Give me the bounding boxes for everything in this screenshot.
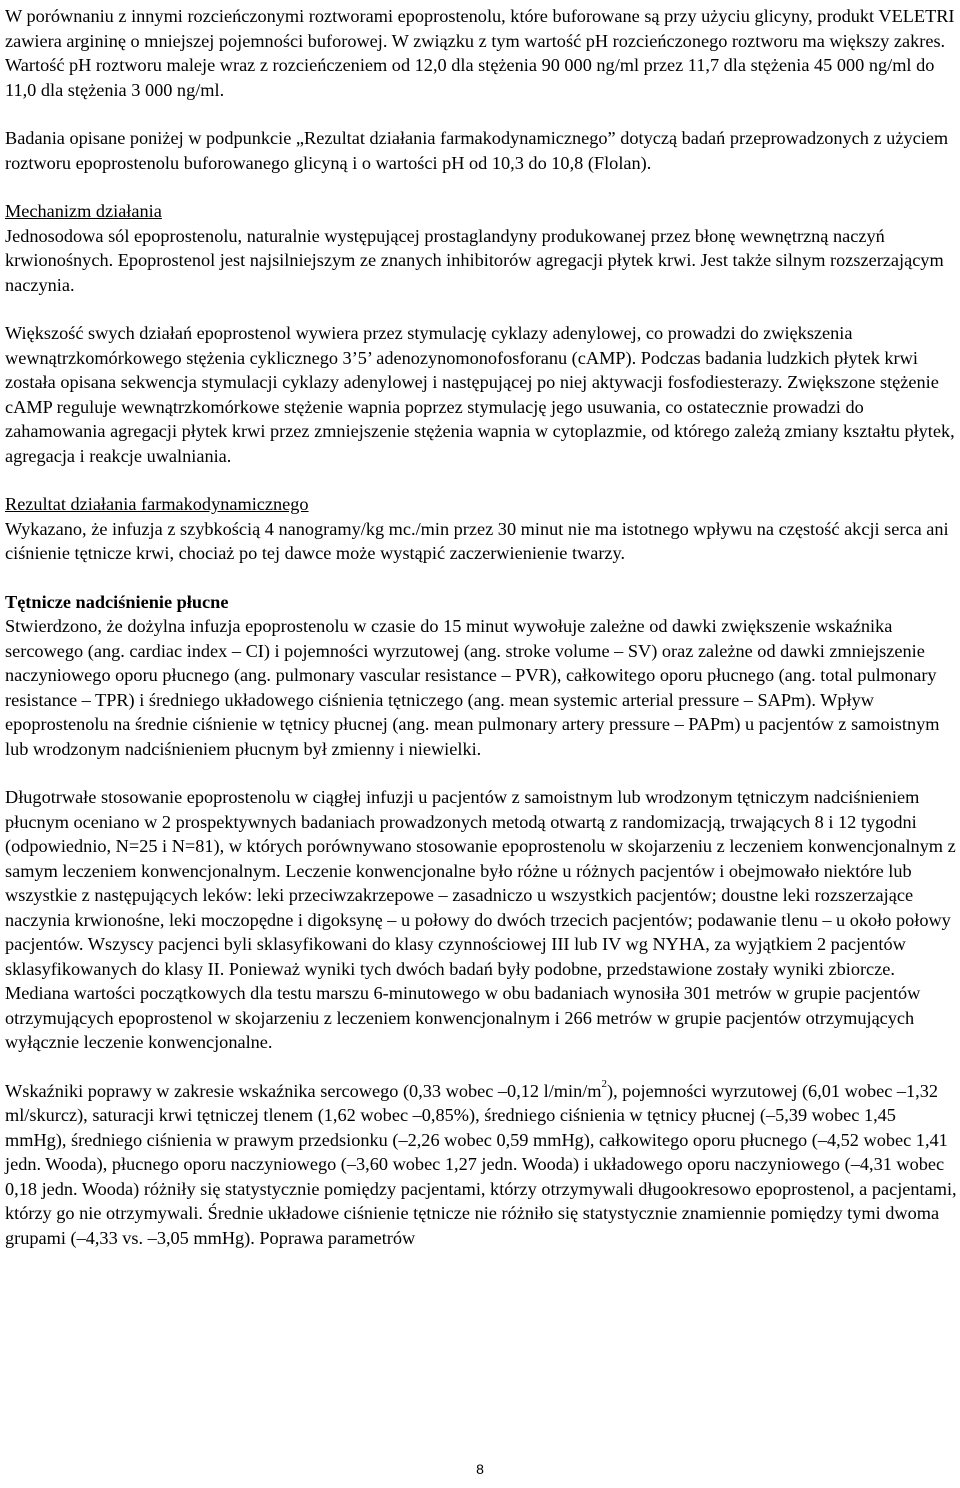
paragraph-flolan-note: Badania opisane poniżej w podpunkcie „Rezultat działania farmakodynamicznego” dotyczą badań przeprowadzonych z użyciem roztworu epoprostenolu buforowanego glicyną i o wartości pH od 10,3 do 10,8 (Flolan).: [5, 128, 949, 173]
paragraph-gap: [5, 175, 957, 199]
page-number: 8: [476, 1461, 484, 1477]
paragraph-ph-comparison: W porównaniu z innymi rozcieńczonymi roztworami epoprostenolu, które buforowane są przy użyciu glicyny, produkt VELETRI zawiera argininę o mniejszej pojemności buforowej. W związku z tym wartość pH rozcieńczonego roztworu ma większy zakres. Wartość pH roztworu maleje wraz z rozcieńczeniem od 12,0 dla stężenia 90 000 ng/ml przez 11,7 dla stężenia 45 000 ng/ml do 11,0 dla stężenia 3 000 ng/ml.: [5, 6, 955, 100]
paragraph-gap: [5, 468, 957, 492]
paragraph-camp: Większość swych działań epoprostenol wywiera przez stymulację cyklazy adenylowej, co prowadzi do zwiększenia wewnątrzkomórkowego stężenia cyklicznego 3’5’ adenozynomonofosforanu (cAMP). Podczas badania ludzkich płytek krwi została opisana sekwencja stymulacji cyklazy adenylowej i następującej po niej aktywacji fosfodiesterazy. Zwiększone stężenie cAMP reguluje wewnątrzkomórkowe stężenie wapnia poprzez stymulację jego usuwania, co ostatecznie prowadzi do zahamowania agregacji płytek krwi przez zmniejszenie stężenia wapnia w cytoplazmie, od którego zależą zmiany kształtu płytek, agregacja i reakcje uwalniania.: [5, 323, 955, 466]
indicators-superscript: 2: [601, 1078, 608, 1091]
paragraph-gap: [5, 297, 957, 321]
heading-pah: Tętnicze nadciśnienie płucne: [5, 591, 229, 612]
paragraph-gap: [5, 102, 957, 126]
paragraph-long-term-studies: Długotrwałe stosowanie epoprostenolu w ciągłej infuzji u pacjentów z samoistnym lub wrodzonym tętniczym nadciśnieniem płucnym oceniano w 2 prospektywnych badaniach prowadzonych metodą otwartą z randomizacją, trwających 8 i 12 tygodni (odpowiednio, N=25 i N=81), w których porównywano stosowanie epoprostenolu w skojarzeniu z leczeniem konwencjonalnym z samym leczeniem konwencjonalnym. Leczenie konwencjonalne było różne u różnych pacjentów i obejmowało niektóre lub wszystkie z następujących leków: leki przeciwzakrzepowe – zasadniczo u wszystkich pacjentów; doustne leki rozszerzające naczynia krwionośne, leki moczopędne i digoksynę – u połowy do dwóch trzecich pacjentów; podawanie tlenu – u około połowy pacjentów. Wszyscy pacjenci byli sklasyfikowani do klasy czynnościowej III lub IV wg NYHA, za wyjątkiem 2 pacjentów sklasyfikowanych do klasy II. Ponieważ wyniki tych dwóch badań były podobne, przedstawione zostały wyniki zbiorcze. Mediana wartości początkowych dla testu marszu 6-minutowego w obu badaniach wynosiła 301 metrów w grupie pacjentów otrzymujących epoprostenol w skojarzeniu z leczeniem konwencjonalnym i 266 metrów w grupie pacjentów otrzymujących wyłącznie leczenie konwencjonalne.: [5, 787, 956, 1052]
paragraph-gap: [5, 761, 957, 785]
indicators-text-start: Wskaźniki poprawy w zakresie wskaźnika sercowego (0,33 wobec –0,12 l/min/m: [5, 1080, 602, 1101]
heading-mechanism: Mechanizm działania: [5, 201, 162, 221]
paragraph-mechanism: Jednosodowa sól epoprostenolu, naturalnie występującej prostaglandyny produkowanej przez błonę wewnętrzną naczyń krwionośnych. Epoprostenol jest najsilniejszym ze znanych inhibitorów agregacji płytek krwi. Jest także silnym rozszerzającym naczynia.: [5, 225, 944, 295]
paragraph-improvement-indicators: [5, 1079, 957, 1251]
document-page: [5, 4, 957, 1250]
paragraph-pharmacodynamic: Wykazano, że infuzja z szybkością 4 nanogramy/kg mc./min przez 30 minut nie ma istotnego wpływu na częstość akcji serca ani ciśnienie tętnicze krwi, chociaż po tej dawce może wystąpić zaczerwienienie twarzy.: [5, 518, 949, 563]
paragraph-gap: [5, 566, 957, 590]
heading-pharmacodynamic: Rezultat działania farmakodynamicznego: [5, 494, 309, 514]
indicators-text-end: ), pojemności wyrzutowej (6,01 wobec –1,32 ml/skurcz), saturacji krwi tętniczej tlenem (1,62 wobec –0,85%), średniego ciśnienia w tętnicy płucnej (–5,39 wobec 1,45 mmHg), średniego ciśnienia w prawym przedsionku (–2,26 wobec 0,59 mmHg), całkowitego oporu płucnego (–4,52 wobec 1,41 jedn. Wooda), płucnego oporu naczyniowego (–3,60 wobec 1,27 jedn. Wooda) i układowego oporu naczyniowego (–4,31 wobec 0,18 jedn. Wooda) różniły się statystycznie pomiędzy pacjentami, którzy otrzymywali długookresowo epoprostenol, a pacjentami, którzy go nie otrzymywali. Średnie układowe ciśnienie tętnicze nie różniło się statystycznie znamiennie pomiędzy tymi dwoma grupami (–4,33 vs. –3,05 mmHg). Poprawa parametrów: [5, 1080, 957, 1248]
paragraph-gap: [5, 1055, 957, 1079]
paragraph-pah: Stwierdzono, że dożylna infuzja epoprostenolu w czasie do 15 minut wywołuje zależne od dawki zwiększenie wskaźnika sercowego (ang. cardiac index – CI) i pojemności wyrzutowej (ang. stroke volume – SV) oraz zależne od dawki zmniejszenie naczyniowego oporu płucnego (ang. pulmonary vascular resistance – PVR), całkowitego oporu płucnego (ang. total pulmonary resistance – TPR) i średniego układowego ciśnienia tętniczego (ang. mean systemic arterial pressure – SAPm). Wpływ epoprostenolu na średnie ciśnienie w tętnicy płucnej (ang. mean pulmonary artery pressure – PAPm) u pacjentów z samoistnym lub wrodzonym nadciśnieniem płucnym był zmienny i niewielki.: [5, 616, 940, 759]
